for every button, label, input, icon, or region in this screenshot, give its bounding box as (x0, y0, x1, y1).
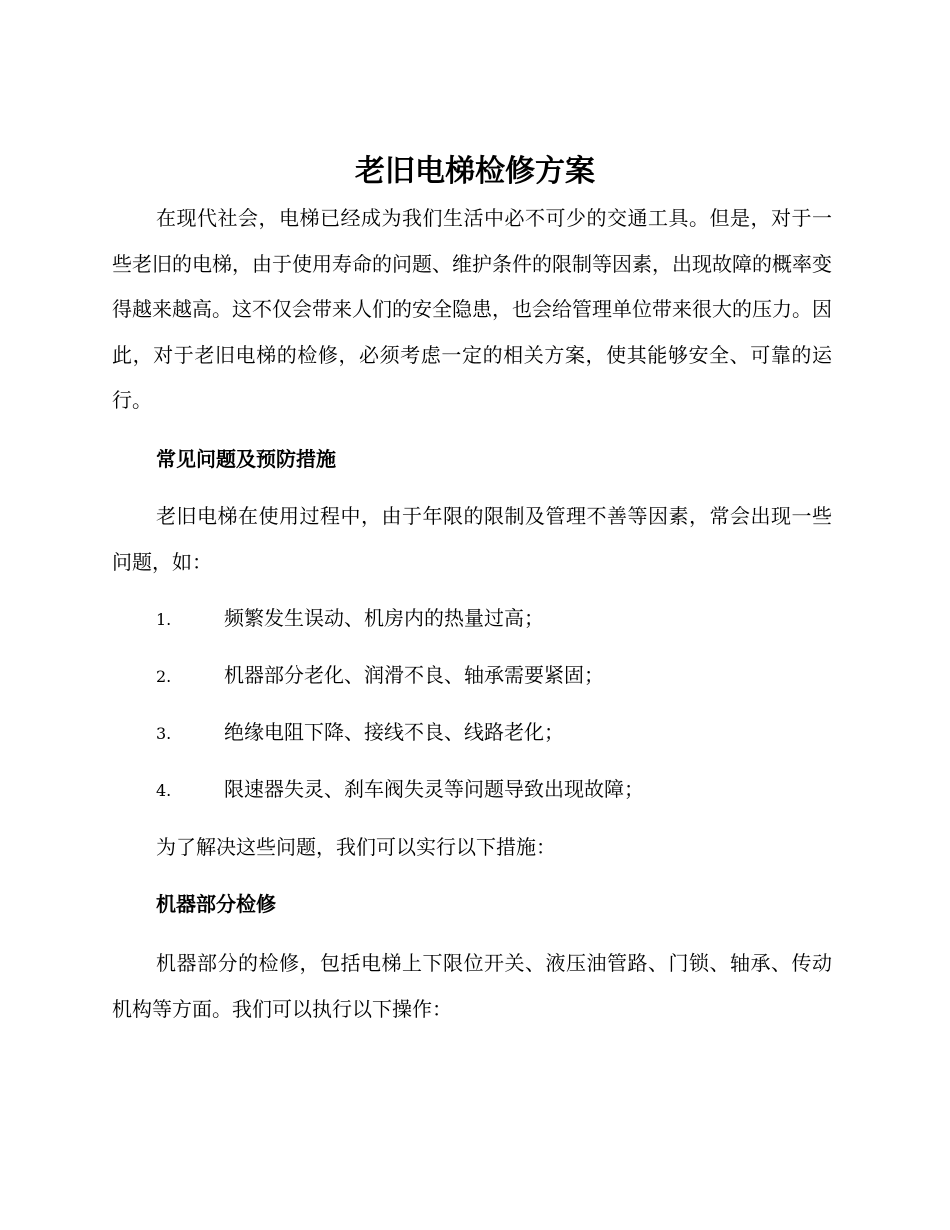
list-item-text: 限速器失灵、刹车阀失灵等问题导致出现故障； (224, 777, 644, 801)
list-item-number: 3. (156, 724, 172, 743)
section-heading-machine-repair: 机器部分检修 (156, 892, 276, 916)
list-item-text: 机器部分老化、润滑不良、轴承需要紧固； (224, 663, 604, 687)
list-item-number: 2. (156, 667, 172, 686)
document-title: 老旧电梯检修方案 (355, 154, 595, 189)
measures-intro-line: 为了解决这些问题，我们可以实行以下措施： (156, 835, 556, 859)
list-item (156, 598, 544, 640)
list-item-number: 4. (156, 781, 172, 800)
list-item (156, 712, 564, 754)
list-item (156, 655, 604, 697)
list-item-text: 绝缘电阻下降、接线不良、线路老化； (224, 720, 564, 744)
problems-paragraph: 老旧电梯在使用过程中，由于年限的限制及管理不善等因素，常会出现一些问题，如： (112, 504, 832, 574)
list-item-number: 1. (156, 610, 172, 629)
list-item-text: 频繁发生误动、机房内的热量过高； (224, 606, 544, 630)
machine-repair-paragraph: 机器部分的检修，包括电梯上下限位开关、液压油管路、门锁、轴承、传动机构等方面。我们可以执行以下操作： (112, 951, 832, 1021)
intro-paragraph: 在现代社会，电梯已经成为我们生活中必不可少的交通工具。但是，对于一些老旧的电梯，由于使用寿命的问题、维护条件的限制等因素，出现故障的概率变得越来越高。这不仅会带来人们的安全隐患，也会给管理单位带来很大的压力。因此，对于老旧电梯的检修，必须考虑一定的相关方案，使其能够安全、可靠的运行。 (112, 206, 832, 412)
list-item (156, 769, 644, 811)
section-heading-common-problems: 常见问题及预防措施 (156, 447, 336, 471)
